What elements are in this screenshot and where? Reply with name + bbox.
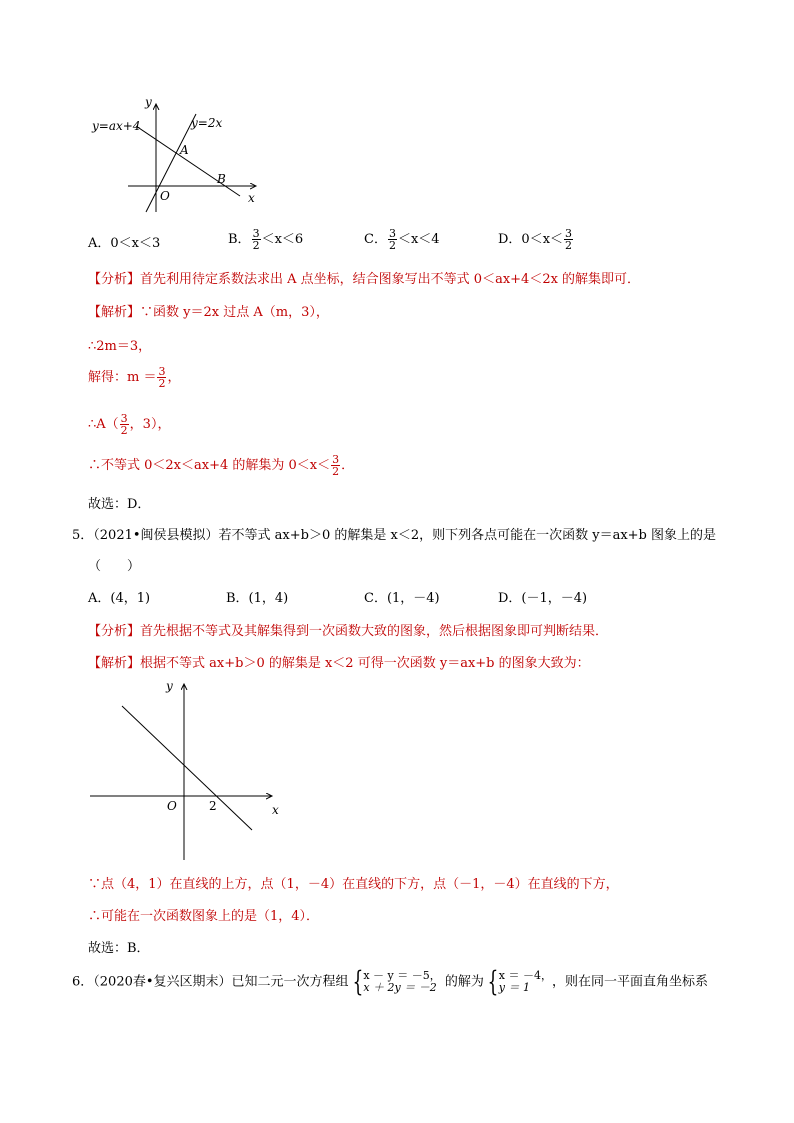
q5-option-a: A．(4，1)	[88, 591, 151, 606]
line2-label: y=2x	[191, 116, 223, 130]
line1-label: y=ax+4	[92, 119, 141, 133]
q4-step1: ∴2m＝3，	[88, 339, 152, 354]
origin-label: O	[160, 189, 170, 203]
q6-stem: 6．（2020春•复兴区期末）已知二元一次方程组 { x － y ＝ －5， x ＋ 2y ＝ －2 的解为 { x ＝ －4， y ＝ 1 ，则在同一平面直角坐标系	[72, 965, 708, 998]
q4-step2: 解得：m ＝ $\frac{3}{2}$ ，	[88, 365, 181, 390]
q4-option-a: A．0＜x＜3	[88, 236, 161, 251]
line-y-ax-plus-b	[122, 706, 252, 830]
q5-option-b: B．(1，4)	[226, 591, 289, 606]
q4-step4: ∴不等式 0＜2x＜ax+4 的解集为 0＜x＜ $\frac{3}{2}$ ．	[88, 453, 355, 478]
graph-1	[88, 92, 268, 217]
tick-2-label: 2	[209, 799, 217, 813]
q5-stem: 5．（2021•闽侯县模拟）若不等式 ax+b＞0 的解集是 x＜2，则下列各点可能在一次函数 y＝ax+b 图象上的是	[72, 528, 716, 543]
q4-step3: ∴A（ $\frac{3}{2}$ ，3），	[88, 412, 171, 437]
q5-answer: 故选：B．	[88, 941, 150, 956]
x-axis-label: x	[248, 191, 255, 205]
q6-equation-system: x － y ＝ －5， x ＋ 2y ＝ －2	[363, 969, 441, 994]
q4-fenxi: 【分析】首先利用待定系数法求出 A 点坐标，结合图象写出不等式 0＜ax+4＜2x 的解集即可．	[88, 272, 641, 287]
q4-answer: 故选：D．	[88, 497, 151, 512]
origin-label: O	[167, 799, 177, 813]
point-b-label: B	[217, 172, 226, 186]
line-y-2x	[146, 114, 196, 212]
q4-option-d: D．0＜x＜ $\frac{3}{2}$	[498, 227, 573, 252]
q4-option-c: C． $\frac{3}{2}$ ＜x＜4	[364, 227, 440, 252]
x-axis-label: x	[272, 803, 279, 817]
y-axis-label: y	[145, 95, 152, 109]
q4-jiexi: 【解析】∵函数 y＝2x 过点 A（m，3），	[88, 305, 329, 320]
q4-option-b: B． $\frac{3}{2}$ ＜x＜6	[228, 227, 304, 252]
q6-solution: x ＝ －4， y ＝ 1	[498, 969, 552, 994]
y-axis-label: y	[166, 679, 173, 693]
graph-2	[88, 674, 288, 864]
q5-option-d: D．(－1，－4)	[498, 591, 588, 606]
point-a-label: A	[180, 143, 189, 157]
q5-reason2: ∴可能在一次函数图象上的是（1，4）．	[88, 909, 320, 924]
q5-jiexi: 【解析】根据不等式 ax+b＞0 的解集是 x＜2 可得一次函数 y＝ax+b 的图象大致为：	[88, 656, 590, 671]
q5-reason1: ∵点（4，1）在直线的上方，点（1，－4）在直线的下方，点（－1，－4）在直线的下方，	[88, 877, 619, 892]
q5-fenxi: 【分析】首先根据不等式及其解集得到一次函数大致的图象，然后根据图象即可判断结果．	[88, 624, 609, 639]
q5-paren: （ ）	[88, 559, 141, 574]
q5-option-c: C．(1，－4)	[364, 591, 440, 606]
